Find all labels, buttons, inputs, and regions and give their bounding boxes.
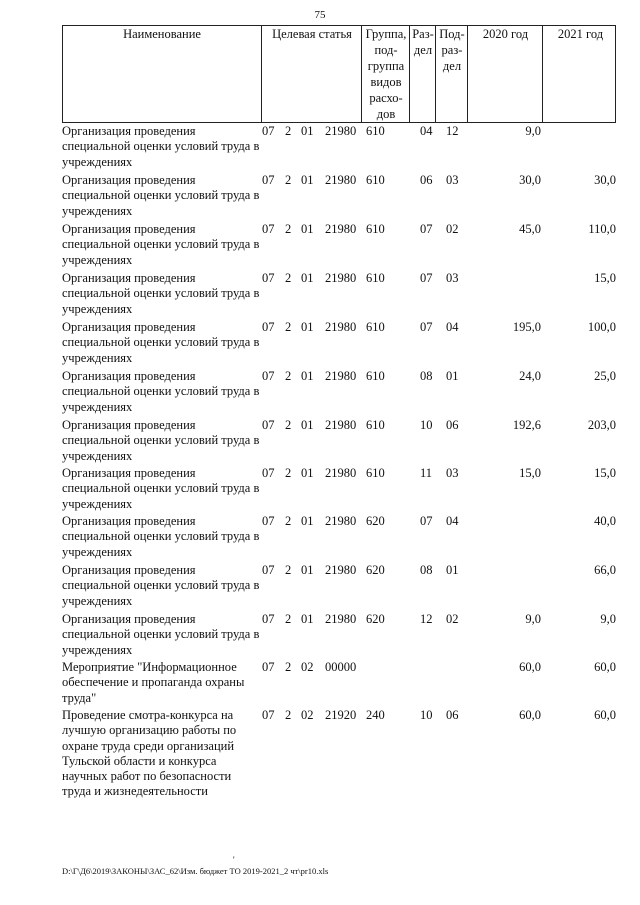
col-header-name: Наименование [123, 27, 201, 41]
row-name: Проведение смотра-конкурса на лучшую организацию работы по охране труда среди организаций Тульской области и конкурса научных работ по безопасности труда и жизнедеятельности [62, 708, 237, 799]
header-line: видов [370, 75, 402, 89]
cell-c4: 21980 [325, 369, 357, 383]
cell-c3: 01 [301, 369, 314, 383]
cell-c3: 01 [301, 222, 314, 236]
cell-rz: 06 [420, 173, 433, 187]
cell-c4: 21980 [325, 173, 357, 187]
cell-c1: 07 [262, 222, 275, 236]
tick-mark: ' [233, 855, 235, 865]
row-name: Организация проведения специальной оценки условий труда в учреждениях [62, 271, 260, 316]
cell-c1: 07 [262, 563, 275, 577]
cell-c4: 00000 [325, 660, 357, 674]
cell-prz: 03 [446, 271, 459, 285]
cell-c4: 21980 [325, 320, 357, 334]
cell-prz: 02 [446, 222, 459, 236]
cell-c4: 21920 [325, 708, 357, 722]
cell-c1: 07 [262, 466, 275, 480]
cell-c1: 07 [262, 369, 275, 383]
cell-c2: 2 [285, 514, 292, 528]
cell-v2020: 60,0 [519, 708, 541, 722]
cell-grp: 610 [366, 271, 385, 285]
cell-v2021: 15,0 [594, 466, 616, 480]
cell-c2: 2 [285, 612, 292, 626]
cell-c3: 01 [301, 514, 314, 528]
header-line: дел [413, 43, 433, 57]
cell-prz: 12 [446, 124, 459, 138]
cell-c2: 2 [285, 418, 292, 432]
cell-c3: 01 [301, 418, 314, 432]
col-header-group [361, 26, 410, 122]
cell-prz: 01 [446, 369, 459, 383]
cell-c3: 01 [301, 320, 314, 334]
cell-c1: 07 [262, 708, 275, 722]
page-number: 75 [314, 9, 326, 21]
cell-v2020: 24,0 [519, 369, 541, 383]
cell-v2021: 66,0 [594, 563, 616, 577]
cell-c4: 21980 [325, 612, 357, 626]
cell-rz: 10 [420, 708, 433, 722]
row-name: Организация проведения специальной оценки условий труда в учреждениях [62, 612, 260, 657]
cell-c2: 2 [285, 173, 292, 187]
col-header-2020: 2020 год [467, 26, 543, 122]
cell-c1: 07 [262, 418, 275, 432]
cell-grp: 610 [366, 222, 385, 236]
cell-rz: 04 [420, 124, 433, 138]
cell-grp: 610 [366, 124, 385, 138]
cell-v2020: 60,0 [519, 660, 541, 674]
cell-c3: 01 [301, 173, 314, 187]
cell-c4: 21980 [325, 563, 357, 577]
cell-c2: 2 [285, 708, 292, 722]
row-name: Организация проведения специальной оценки условий труда в учреждениях [62, 320, 260, 365]
header-line: Под- [439, 27, 465, 41]
cell-c2: 2 [285, 660, 292, 674]
cell-v2021: 40,0 [594, 514, 616, 528]
cell-c3: 02 [301, 708, 314, 722]
cell-c2: 2 [285, 124, 292, 138]
cell-rz: 08 [420, 369, 433, 383]
cell-c2: 2 [285, 369, 292, 383]
cell-c3: 01 [301, 612, 314, 626]
cell-rz: 07 [420, 222, 433, 236]
cell-grp: 610 [366, 173, 385, 187]
cell-c1: 07 [262, 320, 275, 334]
cell-prz: 01 [446, 563, 459, 577]
cell-c1: 07 [262, 612, 275, 626]
cell-c4: 21980 [325, 466, 357, 480]
cell-c2: 2 [285, 563, 292, 577]
row-name: Организация проведения специальной оценки условий труда в учреждениях [62, 222, 260, 267]
cell-v2020: 9,0 [525, 612, 541, 626]
col-header-podrazdel [435, 26, 468, 122]
cell-grp: 620 [366, 612, 385, 626]
cell-v2020: 195,0 [512, 320, 541, 334]
cell-prz: 02 [446, 612, 459, 626]
row-name: Организация проведения специальной оценки условий труда в учреждениях [62, 124, 260, 169]
cell-c4: 21980 [325, 271, 357, 285]
cell-rz: 07 [420, 271, 433, 285]
cell-prz: 03 [446, 173, 459, 187]
row-name: Мероприятие "Информационное обеспечение и пропаганда охраны труда" [62, 660, 245, 705]
cell-v2021: 15,0 [594, 271, 616, 285]
cell-rz: 11 [420, 466, 433, 480]
cell-rz: 07 [420, 320, 433, 334]
col-header-2021: 2021 год [542, 26, 618, 122]
cell-c4: 21980 [325, 124, 357, 138]
cell-rz: 12 [420, 612, 433, 626]
row-name: Организация проведения специальной оценки условий труда в учреждениях [62, 563, 260, 608]
cell-rz: 10 [420, 418, 433, 432]
header-line: раз- [441, 43, 463, 57]
header-line: Раз- [412, 27, 434, 41]
cell-v2020: 45,0 [519, 222, 541, 236]
cell-grp: 620 [366, 514, 385, 528]
cell-v2021: 100,0 [587, 320, 616, 334]
header-line: под- [374, 43, 398, 57]
header-line: Группа, [365, 27, 407, 41]
cell-grp: 610 [366, 466, 385, 480]
cell-c3: 01 [301, 271, 314, 285]
cell-c1: 07 [262, 173, 275, 187]
cell-grp: 610 [366, 418, 385, 432]
cell-c1: 07 [262, 514, 275, 528]
cell-grp: 610 [366, 369, 385, 383]
cell-v2021: 25,0 [594, 369, 616, 383]
cell-v2021: 110,0 [588, 222, 616, 236]
row-name: Организация проведения специальной оценки условий труда в учреждениях [62, 173, 260, 218]
cell-v2021: 30,0 [594, 173, 616, 187]
cell-c4: 21980 [325, 514, 357, 528]
cell-prz: 06 [446, 418, 459, 432]
cell-c3: 01 [301, 124, 314, 138]
cell-v2021: 60,0 [594, 660, 616, 674]
cell-v2020: 192,6 [512, 418, 541, 432]
cell-grp: 620 [366, 563, 385, 577]
cell-v2020: 15,0 [519, 466, 541, 480]
cell-grp: 240 [366, 708, 385, 722]
header-line: дов [376, 107, 396, 121]
col-header-target: Целевая статья [261, 26, 362, 122]
header-line: группа [367, 59, 405, 73]
cell-c3: 01 [301, 563, 314, 577]
row-name: Организация проведения специальной оценки условий труда в учреждениях [62, 418, 260, 463]
cell-prz: 04 [446, 514, 459, 528]
cell-prz: 03 [446, 466, 459, 480]
cell-c4: 21980 [325, 418, 357, 432]
file-path-footer: D:\Г\Д6\2019\ЗАКОНЫ\ЗАС_62\Изм. бюджет ТО 2019-2021_2 чт\pr10.xls [62, 866, 329, 876]
cell-grp: 610 [366, 320, 385, 334]
table-header [62, 25, 616, 123]
cell-v2020: 30,0 [519, 173, 541, 187]
row-name: Организация проведения специальной оценки условий труда в учреждениях [62, 514, 260, 559]
cell-v2021: 9,0 [600, 612, 616, 626]
cell-c2: 2 [285, 271, 292, 285]
cell-c1: 07 [262, 660, 275, 674]
cell-prz: 06 [446, 708, 459, 722]
cell-v2021: 203,0 [587, 418, 616, 432]
cell-prz: 04 [446, 320, 459, 334]
header-line: дел [442, 59, 462, 73]
cell-v2020: 9,0 [525, 124, 541, 138]
header-line: расхо- [369, 91, 403, 105]
cell-c2: 2 [285, 466, 292, 480]
row-name: Организация проведения специальной оценки условий труда в учреждениях [62, 369, 260, 414]
cell-c1: 07 [262, 271, 275, 285]
cell-v2021: 60,0 [594, 708, 616, 722]
cell-c3: 01 [301, 466, 314, 480]
cell-c2: 2 [285, 222, 292, 236]
cell-rz: 07 [420, 514, 433, 528]
cell-c3: 02 [301, 660, 314, 674]
cell-c4: 21980 [325, 222, 357, 236]
row-name: Организация проведения специальной оценки условий труда в учреждениях [62, 466, 260, 511]
cell-c2: 2 [285, 320, 292, 334]
col-header-razdel [409, 26, 436, 122]
cell-c1: 07 [262, 124, 275, 138]
cell-rz: 08 [420, 563, 433, 577]
